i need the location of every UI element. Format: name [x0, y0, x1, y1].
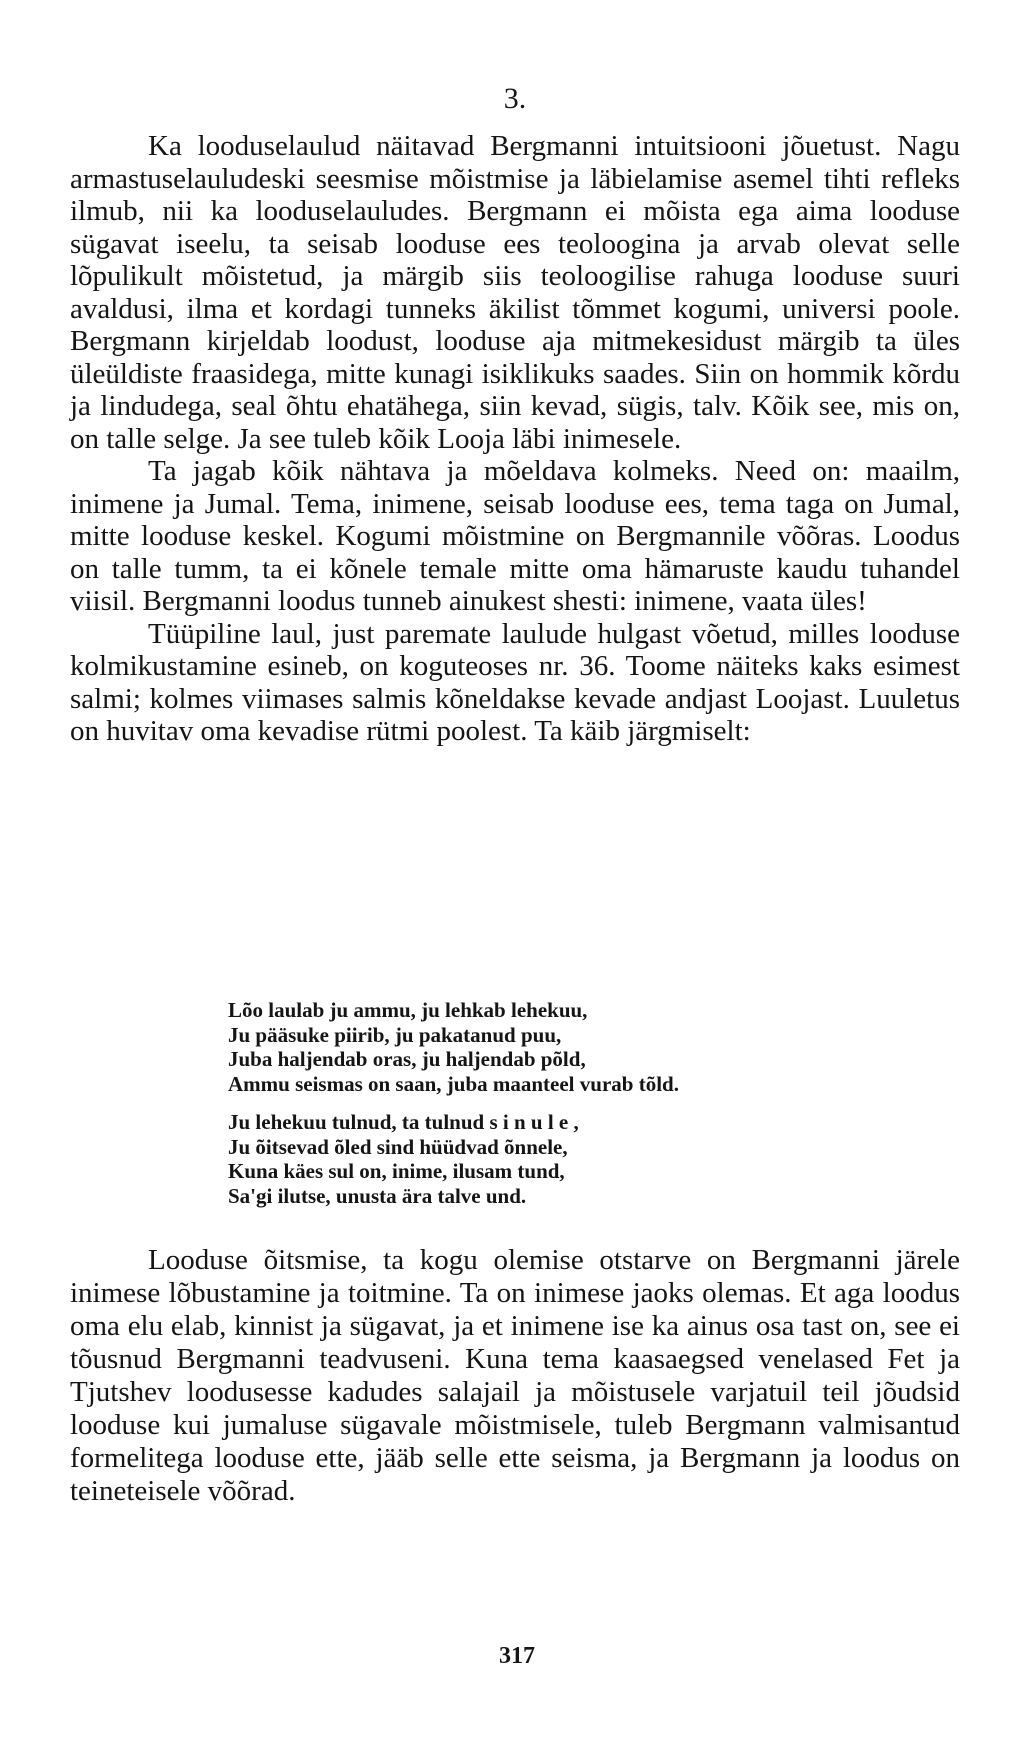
body-text-continued [70, 1244, 960, 1508]
poem-line: Ju lehekuu tulnud, ta tulnud s i n u l e , [228, 1110, 579, 1134]
poem-line: Ammu seismas on saan, juba maanteel vurab tõld. [228, 1071, 679, 1096]
poem-line: Kuna käes sul on, inime, ilusam tund, [228, 1159, 565, 1183]
poem-line: Lõo laulab ju ammu, ju lehkab lehekuu, [228, 998, 588, 1022]
page-folio: 317 [499, 1643, 535, 1669]
paragraph-4: Looduse õitsmise, ta kogu olemise otstarve on Bergmanni järele inimese lõbustamine ja toitmine. Ta on inimese jaoks olemas. Et aga loodus oma elu elab, kinnist ja sügavat, ja et inimene ise ka ainus osa tast on, see ei tõusnud Bergmanni teadvuseni. Kuna tema kaasaegsed venelased Fet ja Tjutshev loodusesse kadudes salajail ja mõistusele varjatuil teil jõudsid looduse kui jumaluse sügavale mõistmisele, tuleb Bergmann valmisantud formelitega looduse ette, jääb selle ette seisma, ja Bergmann ja loodus on teineteisele võõrad. [70, 1244, 960, 1507]
poem-line: Ju õitsevad õled sind hüüdvad õnnele, [228, 1134, 568, 1159]
poem-line: Sa'gi ilutse, unusta ära talve und. [228, 1183, 527, 1208]
paragraph-2: Ta jagab kõik nähtava ja mõeldava kolmeks. Need on: maailm, inimene ja Jumal. Tema, inimene, seisab looduse ees, tema taga on Jumal, mitte looduse keskel. Kogumi mõistmine on Bergmannile võõras. Loodus on talle tumm, ta ei kõnele temale mitte oma hämaruste kaudu tuhandel viisil. Bergmanni loodus tunneb ainukest shesti: inimene, vaata üles! [70, 455, 960, 617]
section-number: 3. [503, 82, 527, 115]
poem-line: Ju pääsuke piirib, ju pakatanud puu, [228, 1022, 562, 1047]
poem-line: Juba haljendab oras, ju haljendab põld, [228, 1047, 586, 1071]
paragraph-3: Tüüpiline laul, just paremate laulude hulgast võetud, milles looduse kolmikustamine esineb, on koguteoses nr. 36. Toome näiteks kaks esimest salmi; kolmes viimases salmis kõneldakse kevade andjast Loojast. Luuletus on huvitav oma kevadise rütmi poolest. Ta käib järgmiselt: [70, 617, 960, 747]
poem-quotation [228, 998, 948, 1222]
paragraph-1: Ka looduselaulud näitavad Bergmanni intuitsiooni jõuetust. Nagu armastuselauludeski seesmise mõistmise ja läbielamise asemel tihti refleks ilmub, nii ka looduselauludes. Bergmann ei mõista ega aima looduse sügavat iseelu, ta seisab looduse ees teoloogina ja arvab olevat selle lõpulikult mõistetud, ja märgib siis teoloogilise rahuga looduse suuri avaldusi, ilma et kordagi tunneks äkilist tõmmet kogumi, universi poole. Bergmann kirjeldab loodust, looduse aja mitmekesidust märgib ta üles üleüldiste fraasidega, mitte kunagi isiklikuks saades. Siin on hommik kõrdu ja lindudega, seal õhtu ehatähega, siin kevad, sügis, talv. Kõik see, mis on, on talle selge. Ja see tuleb kõik Looja läbi inimesele. [70, 130, 960, 455]
poem-stanza-1 [228, 998, 948, 1096]
poem-stanza-2 [228, 1110, 948, 1208]
body-text [70, 130, 960, 748]
